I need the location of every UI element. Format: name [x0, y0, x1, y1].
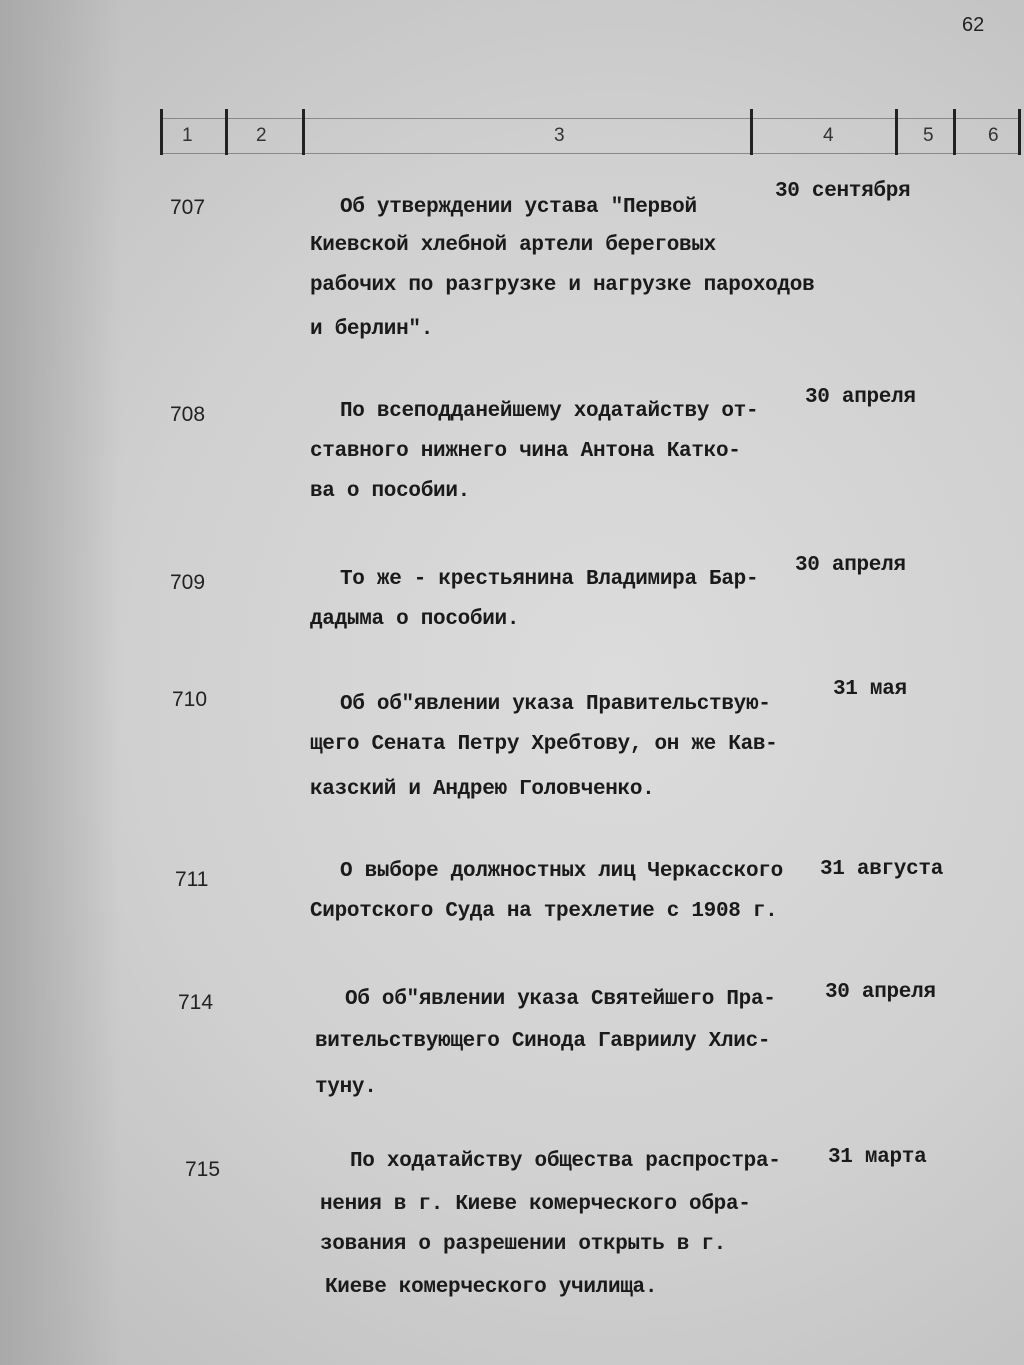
- page-number: 62: [962, 14, 985, 36]
- entry-text: рабочих по разгрузке и нагрузке пароходов: [310, 274, 815, 297]
- column-label: 6: [988, 125, 999, 146]
- entry-text: ва о пособии.: [310, 480, 470, 503]
- entry-number: 708: [170, 403, 206, 426]
- entry-text: Об утверждении устава "Первой: [340, 196, 697, 219]
- entry-text: нения в г. Киеве комерческого обра-: [320, 1193, 751, 1216]
- entry-date: 31 марта: [828, 1146, 927, 1169]
- column-label: 3: [554, 125, 565, 146]
- entry-date: 31 мая: [833, 678, 907, 701]
- entry-text: Об об"явлении указа Святейшего Пра-: [345, 988, 776, 1011]
- entry-text: зования о разрешении открыть в г.: [320, 1233, 726, 1256]
- entry-text: Сиротского Суда на трехлетие с 1908 г.: [310, 900, 778, 923]
- entry-text: О выборе должностных лиц Черкасского: [340, 860, 783, 883]
- entry-number: 711: [175, 868, 209, 891]
- entry-text: Киеве комерческого училища.: [325, 1276, 658, 1299]
- entry-text: и берлин".: [310, 318, 434, 341]
- entry-text: вительствующего Синода Гавриилу Хлис-: [315, 1030, 771, 1053]
- column-label: 5: [923, 125, 934, 146]
- entry-text: туну.: [315, 1076, 377, 1099]
- entry-text: щего Сената Петру Хребтову, он же Кав-: [310, 733, 778, 756]
- column-label: 1: [182, 125, 193, 146]
- entry-text: дадыма о пособии.: [310, 608, 520, 631]
- entry-date: 30 апреля: [805, 386, 916, 409]
- entry-number: 709: [170, 571, 206, 594]
- entry-date: 30 апреля: [795, 554, 906, 577]
- column-label: 2: [256, 125, 267, 146]
- page-shadow: [0, 0, 120, 1365]
- entry-number: 707: [170, 196, 206, 219]
- entry-text: По ходатайству общества распростра-: [350, 1150, 781, 1173]
- entry-text: Об об"явлении указа Правительствую-: [340, 693, 771, 716]
- column-label: 4: [823, 125, 834, 146]
- entry-text: ставного нижнего чина Антона Катко-: [310, 440, 741, 463]
- entry-text: То же - крестьянина Владимира Бар-: [340, 568, 759, 591]
- entry-date: 30 сентября: [775, 180, 911, 203]
- entry-text: казский и Андрею Головченко.: [310, 778, 655, 801]
- entry-date: 31 августа: [820, 858, 944, 881]
- entry-number: 710: [172, 688, 208, 711]
- entry-number: 715: [185, 1158, 221, 1181]
- entry-number: 714: [178, 991, 214, 1014]
- entry-date: 30 апреля: [825, 981, 936, 1004]
- column-header: [160, 118, 1020, 154]
- entry-text: Киевской хлебной артели береговых: [310, 234, 716, 257]
- entry-text: По всеподданейшему ходатайству от-: [340, 400, 759, 423]
